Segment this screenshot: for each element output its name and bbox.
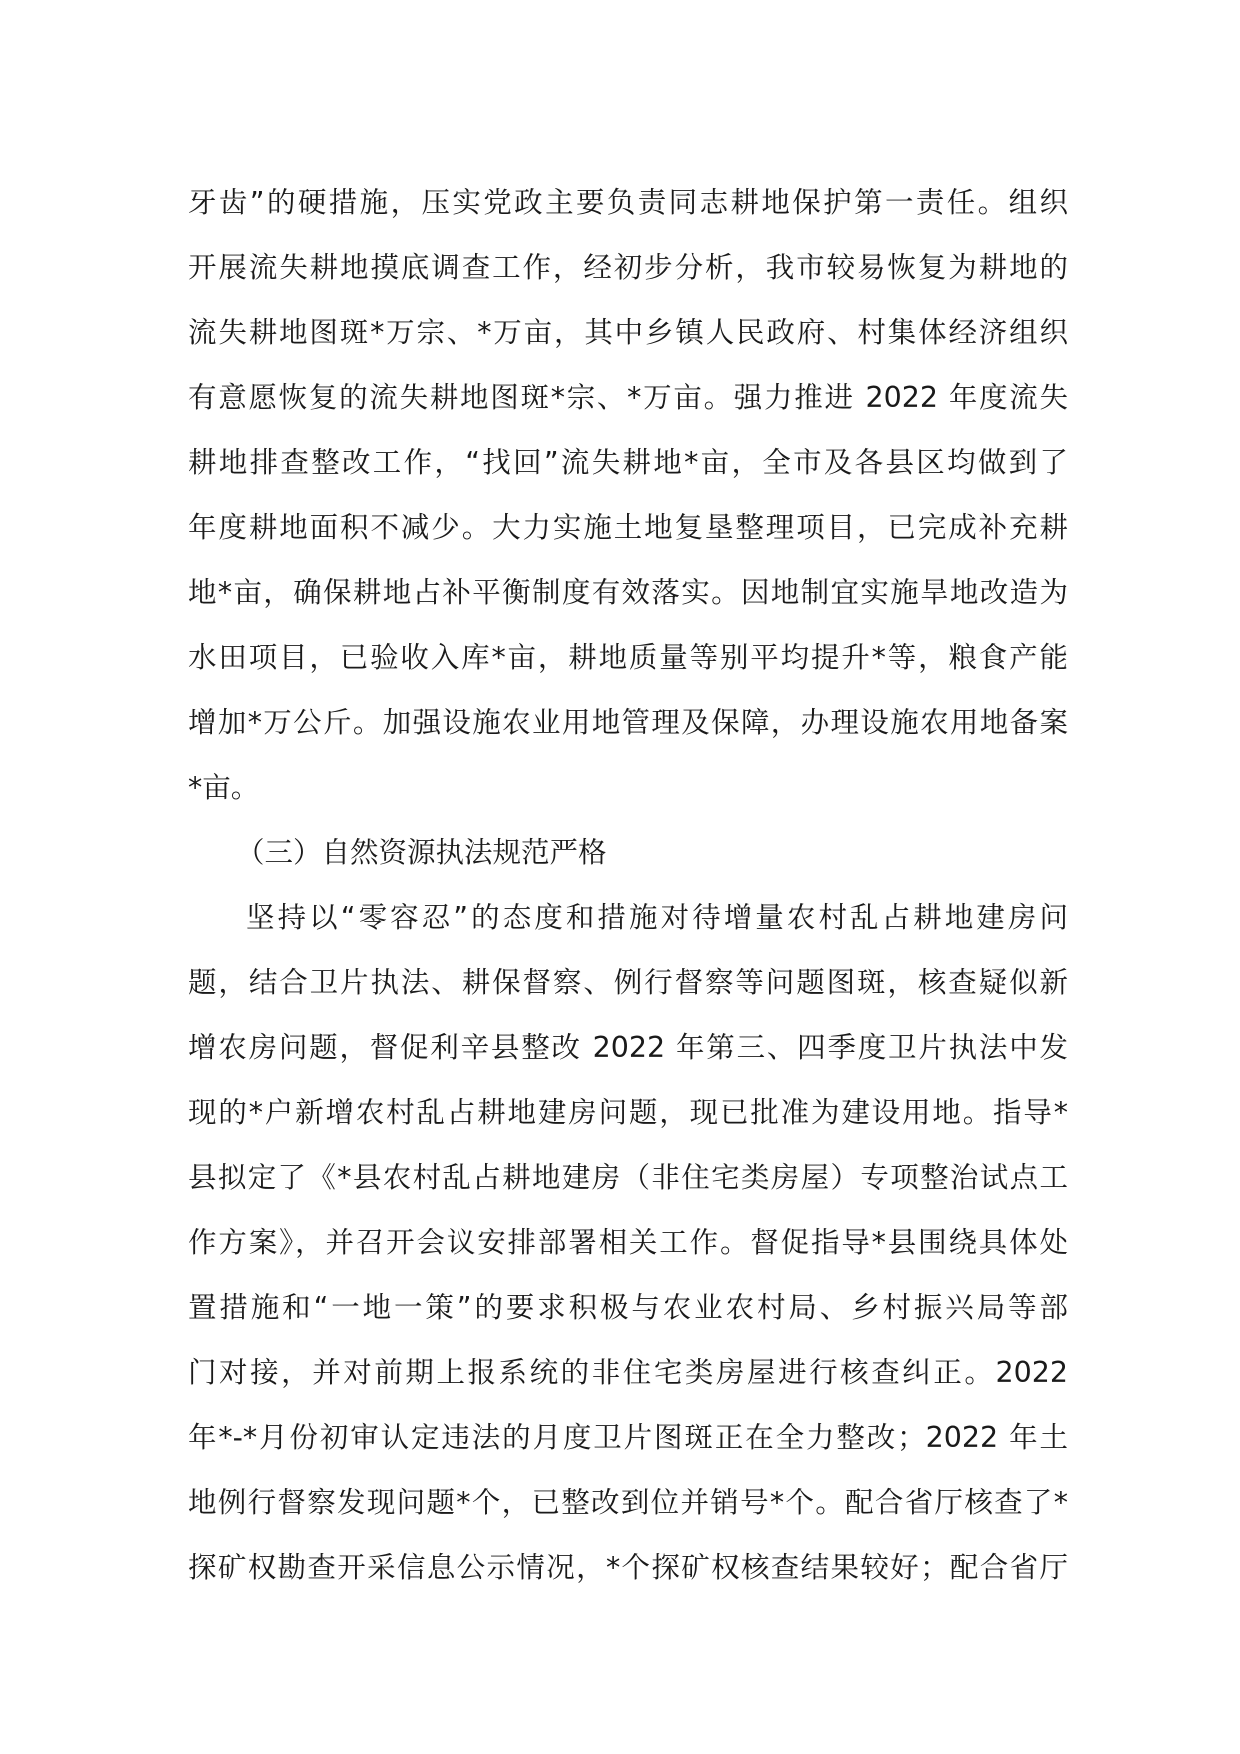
paragraph-line: 牙齿”的硬措施，压实党政主要负责同志耕地保护第一责任。组织 (188, 186, 1068, 219)
paragraph-line: 地例行督察发现问题*个，已整改到位并销号*个。配合省厅核查了* (188, 1486, 1068, 1519)
paragraph-line: 置措施和“一地一策”的要求积极与农业农村局、乡村振兴局等部 (188, 1291, 1068, 1324)
paragraph-line: 现的*户新增农村乱占耕地建房问题，现已批准为建设用地。指导* (188, 1096, 1068, 1129)
paragraph-line: 年*-*月份初审认定违法的月度卫片图斑正在全力整改；2022 年土 (188, 1421, 1068, 1454)
paragraph-line: *亩。 (188, 771, 260, 804)
paragraph-line: 地*亩，确保耕地占补平衡制度有效落实。因地制宜实施旱地改造为 (188, 576, 1068, 609)
paragraph-line: 流失耕地图斑*万宗、*万亩，其中乡镇人民政府、村集体经济组织 (188, 316, 1068, 349)
paragraph-line: 作方案》，并召开会议安排部署相关工作。督促指导*县围绕具体处 (188, 1226, 1068, 1259)
paragraph-line: 增加*万公斤。加强设施农业用地管理及保障，办理设施农用地备案 (188, 706, 1068, 739)
paragraph-line: 探矿权勘查开采信息公示情况，*个探矿权核查结果较好；配合省厅 (188, 1551, 1068, 1584)
paragraph-line: 年度耕地面积不减少。大力实施土地复垦整理项目，已完成补充耕 (188, 511, 1068, 544)
paragraph-line: 增农房问题，督促利辛县整改 2022 年第三、四季度卫片执法中发 (188, 1031, 1068, 1064)
paragraph-line: 有意愿恢复的流失耕地图斑*宗、*万亩。强力推进 2022 年度流失 (188, 381, 1068, 414)
paragraph-line: 水田项目，已验收入库*亩，耕地质量等别平均提升*等，粮食产能 (188, 641, 1068, 674)
section-heading: （三）自然资源执法规范严格 (236, 836, 607, 869)
paragraph-line: 坚持以“零容忍”的态度和措施对待增量农村乱占耕地建房问 (246, 901, 1068, 934)
paragraph-line: 题，结合卫片执法、耕保督察、例行督察等问题图斑，核查疑似新 (188, 966, 1068, 999)
paragraph-line: 县拟定了《*县农村乱占耕地建房（非住宅类房屋）专项整治试点工 (188, 1161, 1068, 1194)
document-body (188, 170, 1068, 1600)
paragraph-line: 门对接，并对前期上报系统的非住宅类房屋进行核查纠正。2022 (188, 1356, 1068, 1389)
paragraph-line: 开展流失耕地摸底调查工作，经初步分析，我市较易恢复为耕地的 (188, 251, 1068, 284)
paragraph-line: 耕地排查整改工作，“找回”流失耕地*亩，全市及各县区均做到了 (188, 446, 1068, 479)
